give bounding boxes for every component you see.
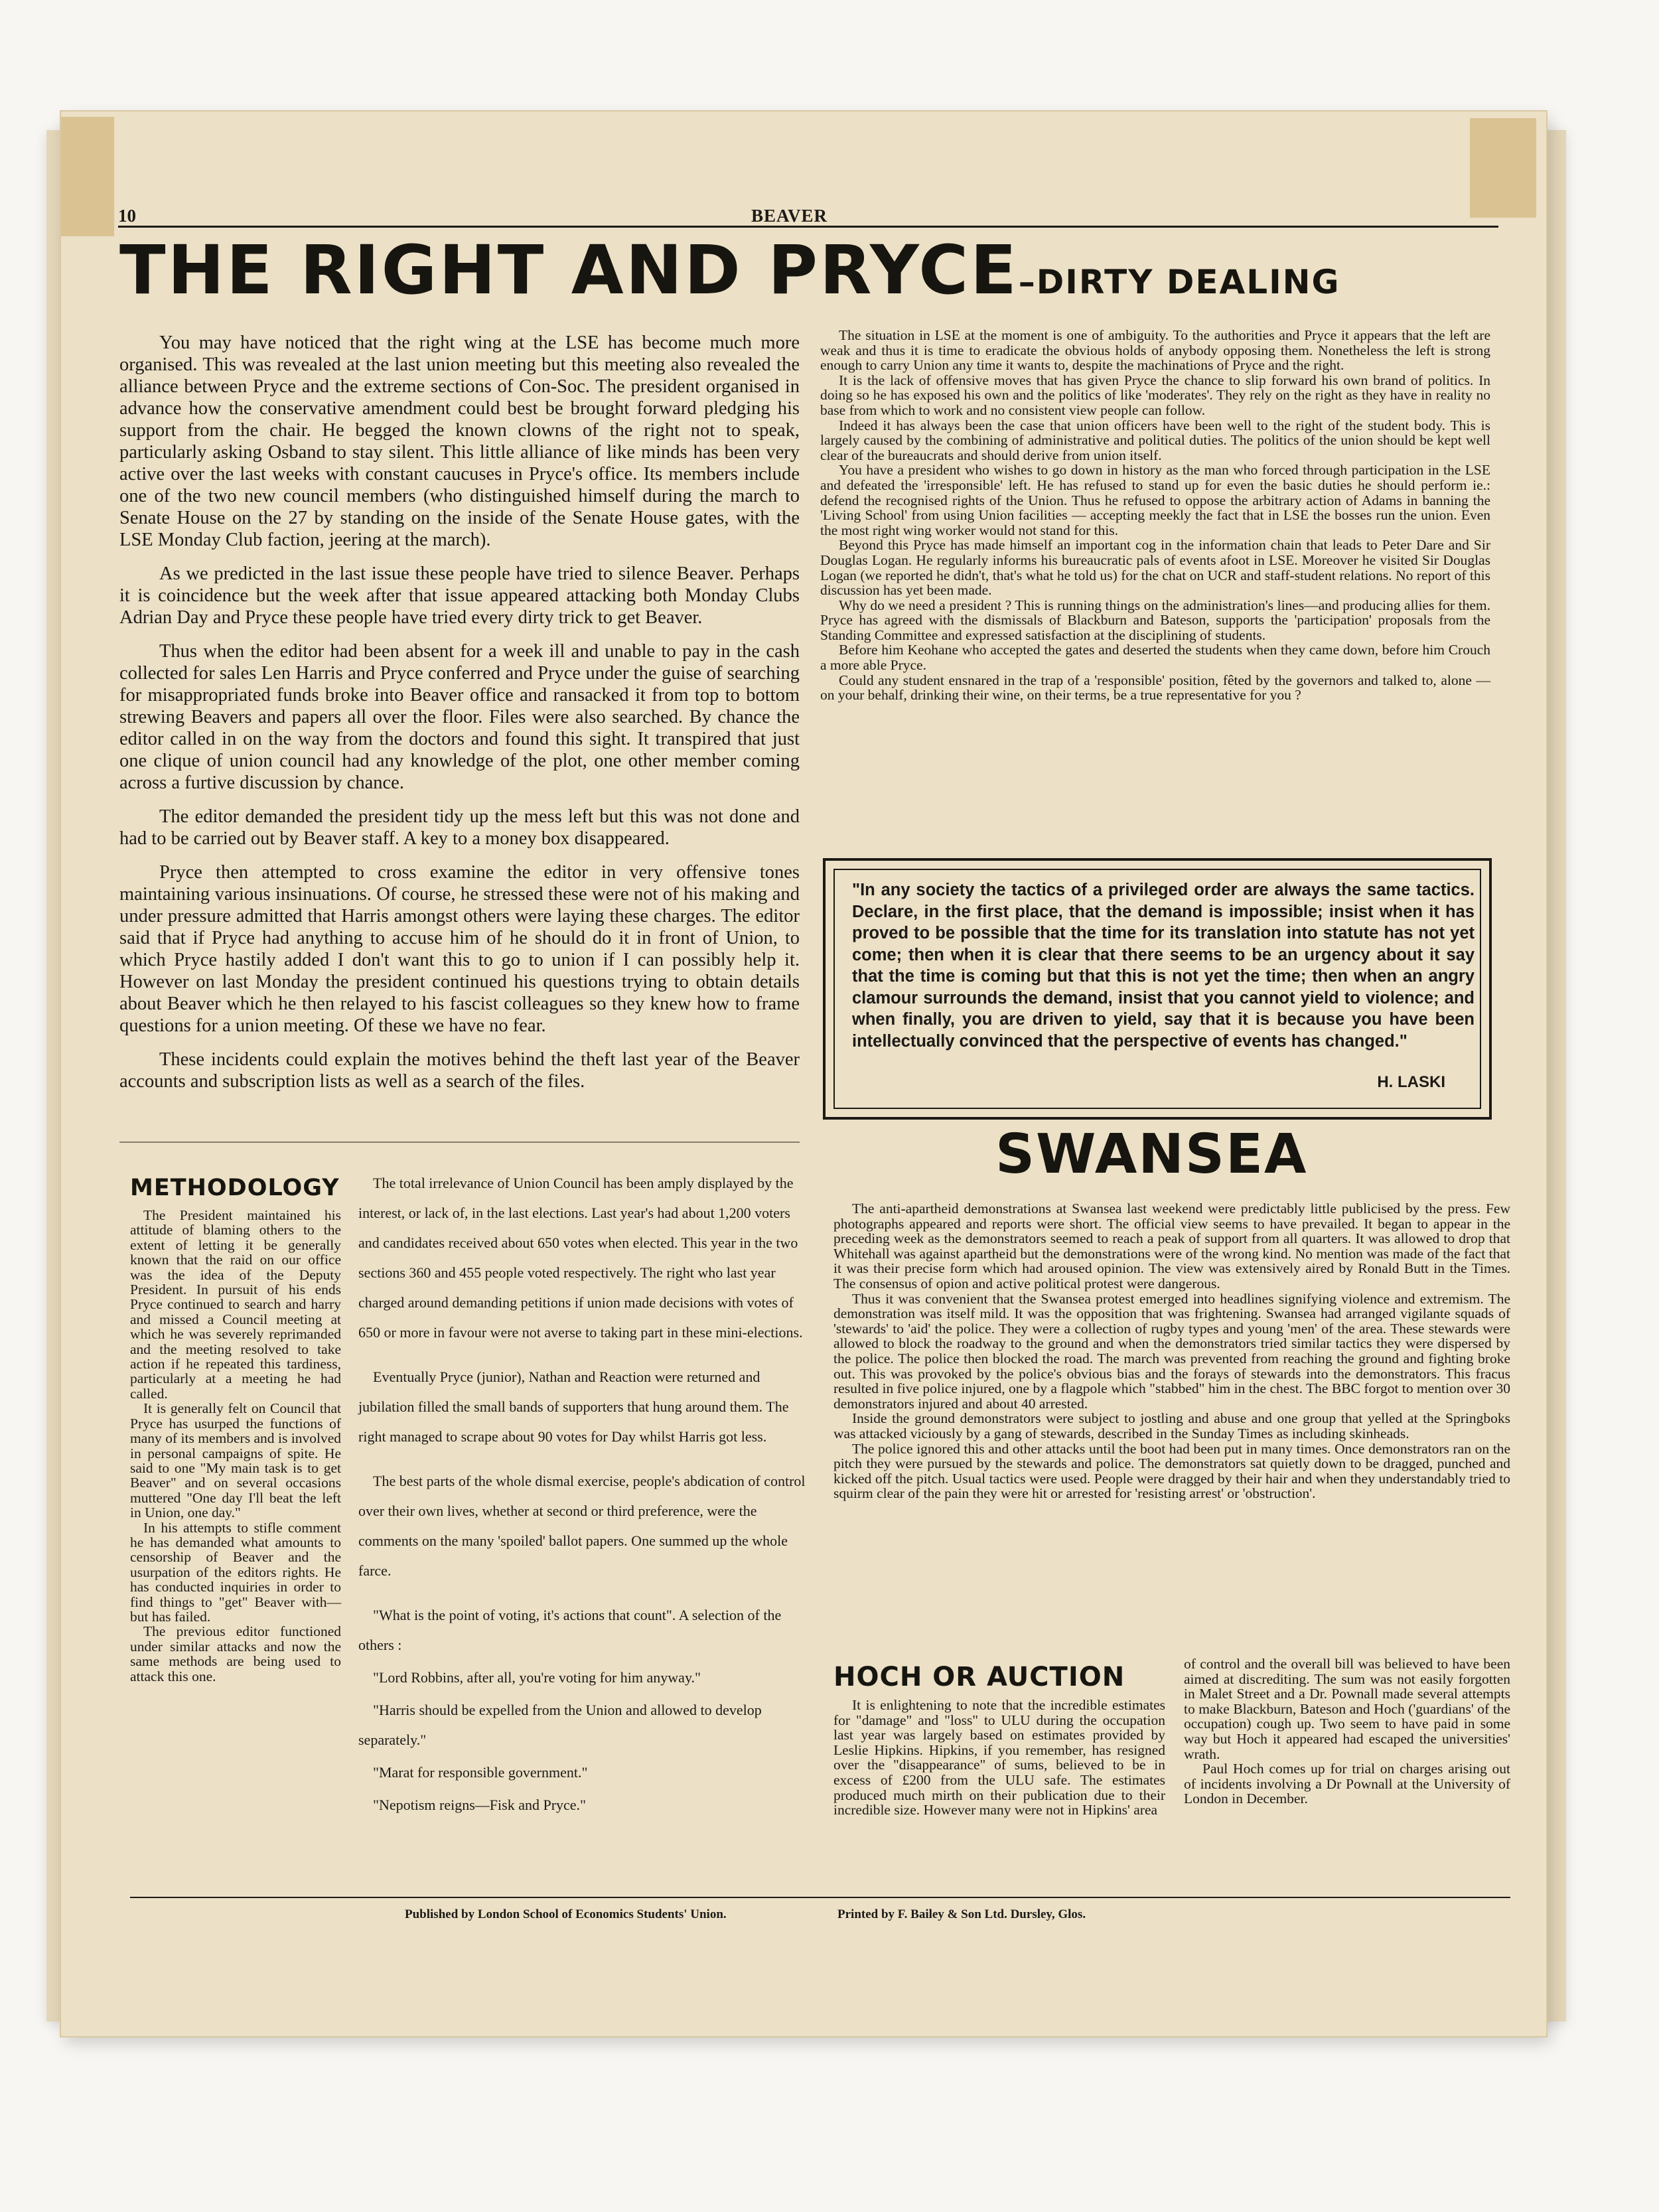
- quote-attribution: H. LASKI: [1377, 1073, 1445, 1091]
- lead-paragraph: These incidents could explain the motives behind the theft last year of the Beaver accounts and subscription lists as well as a search of the files.: [119, 1049, 800, 1092]
- methodology-paragraph: The previous editor functioned under similar attacks and now the same methods are being used to attack this one.: [130, 1623, 341, 1684]
- headline-sub: –DIRTY DEALING: [1018, 263, 1340, 301]
- swansea-paragraph: The police ignored this and other attacks until the boot had been put in many times. Once demonstrators ran on the pitch they were pursued by the stewards and police. The demonstrators sat quietly down to be dragged, punched and kicked off the pitch. Usual tactics were used. People were dragged by their hair and when they understandably tried to squirm clear of the pain they were hit or arrested for 'resisting arrest' or 'obstruction'.: [833, 1440, 1510, 1502]
- methodology-article: [130, 1208, 341, 1684]
- quote-box: [823, 858, 1492, 1120]
- right-paragraph: Why do we need a president ? This is running things on the administration's lines—and producing allies for them. Pryce has agreed with the dismissals of Blackburn and Bateson, supports the 'participation' proposals from the Standing Committee and expressed satisfaction at the disciplining of students.: [820, 597, 1490, 643]
- right-paragraph: You have a president who wishes to go down in history as the man who forced through participation in the LSE and defeated the 'irresponsible' left. He has refused to stand up for even the basic duties he should perform ie.: defend the recognised rights of the Union. Thus he refused to oppose the arbitrary action of Adams in banning the 'Living School' from using Union facilities — accepting meekly the fact that in LSE the bosses run the union. Even the most right wing worker would not stand for this.: [820, 462, 1490, 538]
- elections-paragraph: The total irrelevance of Union Council has been amply displayed by the interest, or lack of, in the last elections. Last year's had about 1,200 voters and candidates received about 650 votes when elected. This year in the two sections 360 and 455 people voted respectively. The right who last year charged around demanding petitions if union made decisions with votes of 650 or more in favour were not averse to taking part in these mini-elections.: [358, 1175, 803, 1341]
- hoch-article-col2: [1184, 1657, 1510, 1806]
- tape-mark-right: [1470, 118, 1536, 218]
- methodology-paragraph: The President maintained his attitude of blaming others to the extent of letting it be generally known that the raid on our office was the idea of the Deputy President. In pursuit of his ends Pryce continued to search and harry and missed a Council meeting at which he was severely reprimanded and the meeting resolved to take action if he repeated this tardiness, particularly at a meeting he had called.: [130, 1207, 341, 1402]
- quote-text: "In any society the tactics of a privileged order are always the same tactics. Declare, in the first place, that the demand is impossible; insist when it has proved to be possible that the time for its translation into statute has not yet come; then when it is clear that there seems to be an urgency about it say that the time is coming but that this is not yet the time; then when an angry clamour surrounds the demand, insist that you cannot yield to violence; and when finally, you are driven to yield, say that it is because you have been intellectually convinced that the perspective of events has changed.": [852, 881, 1475, 1051]
- spoiled-ballot-quote: "Lord Robbins, after all, you're voting for him anyway.": [373, 1669, 701, 1686]
- right-paragraph: Could any student ensnared in the trap of a 'responsible' position, fêted by the governors and talked to, alone — on your behalf, drinking their wine, on their terms, be a true representative for you ?: [820, 672, 1490, 703]
- publication-name: BEAVER: [751, 206, 828, 226]
- right-paragraph: Beyond this Pryce has made himself an important cog in the information chain that leads to Peter Dare and Sir Douglas Logan. He regularly informs his bureaucratic pals of events afoot in LSE. Moreover he visited Sir Douglas Logan (we reported he didn't, that's what he told us) for the chat on UCR and staff-student relations. No report of this discussion has yet been made.: [820, 537, 1490, 599]
- publisher-line: Published by London School of Economics Students' Union.: [405, 1907, 727, 1921]
- lead-paragraph: The editor demanded the president tidy up the mess left but this was not done and had to be carried out by Beaver staff. A key to a money box disappeared.: [119, 806, 800, 849]
- lead-article: [119, 332, 800, 1104]
- swansea-article: [833, 1201, 1510, 1501]
- right-paragraph: The situation in LSE at the moment is one of ambiguity. To the authorities and Pryce it appears that the left are weak and thus it is time to eradicate the obvious holds of anybody opposing them. Nonetheless the left is strong enough to carry Union any time it wants to, despite the machinations of Pryce and the right.: [820, 327, 1490, 374]
- hoch-paragraph: Paul Hoch comes up for trial on charges arising out of incidents involving a Dr Pownall at the University of London in December.: [1184, 1761, 1510, 1807]
- elections-paragraph: "What is the point of voting, it's actions that count". A selection of the others :: [358, 1607, 782, 1653]
- printer-line: Printed by F. Bailey & Son Ltd. Dursley, Glos.: [837, 1907, 1086, 1921]
- headline-main: THE RIGHT AND PRYCE: [119, 231, 1019, 310]
- hoch-paragraph: It is enlightening to note that the incredible estimates for "damage" and "loss" to ULU during the occupation last year was largely based on estimates provided by Leslie Hipkins. Hipkins, if you remember, has resigned over the "disappearance" of sums, believed to be in excess of £200 from the ULU safe. The estimates produced much mirth on their publication due to their incredible size. However many were not in Hipkins' area: [833, 1697, 1165, 1818]
- swansea-paragraph: Inside the ground demonstrators were subject to jostling and abuse and one group that yelled at the Springboks was attacked viciously by a gang of stewards, described in the Sunday Times as including skinheads.: [833, 1410, 1510, 1441]
- right-paragraph: It is the lack of offensive moves that has given Pryce the chance to slip forward his own brand of politics. In doing so he has exposed his own and the politics of like 'moderates'. They rely on the right as they have in reality no base from which to work and no consistent view people can follow.: [820, 372, 1490, 418]
- swansea-paragraph: The anti-apartheid demonstrations at Swansea last weekend were predictably little publicised by the press. Few photographs appeared and reports were short. The official view seems to have prevailed. It began to appear in the preceding week as the demonstrators seemed to reach a peak of support from all quarters. It was allowed to drop that Whitehall was against apartheid but the demonstrations were of the wrong kind. No mention was made of the fact that it was their precise form which had aroused opinion. The view was extensively aired by Ronald Butt in the Times. The consensus of opion and active political protest were dangerous.: [833, 1201, 1510, 1291]
- hoch-paragraph: of control and the overall bill was believed to have been aimed at discrediting. The sum was not easily forgotten in Malet Street and a Dr. Pownall made several attempts to make Blackburn, Bateson and Hoch ('guardians' of the occupation) cough up. Two seem to have paid in some way but Hoch it appeared had escaped the universities' wrath.: [1184, 1656, 1510, 1762]
- spoiled-ballot-quote: "Harris should be expelled from the Union and allowed to develop separately.": [358, 1702, 762, 1748]
- elections-article: [358, 1168, 810, 1822]
- page-number: 10: [118, 206, 136, 226]
- right-paragraph: Indeed it has always been the case that union officers have been well to the right of the student body. This is largely caused by the combining of administrative and political duties. The politics of the union should be kept well clear of the bureaucrats and should derive from union itself.: [820, 417, 1490, 463]
- tape-mark-left: [61, 117, 114, 236]
- spoiled-ballot-quote: "Marat for responsible government.": [373, 1764, 588, 1781]
- right-paragraph: Before him Keohane who accepted the gates and deserted the students when they came down, before him Crouch a more able Pryce.: [820, 642, 1490, 674]
- hoch-article-col1: [833, 1698, 1165, 1818]
- section-divider: [119, 1142, 800, 1143]
- methodology-paragraph: It is generally felt on Council that Pryce has usurped the functions of many of its members and is involved in personal campaigns of spite. He said to one "My main task is to get Beaver" and on several occasions muttered "One day I'll beat the left in Union, one day.": [130, 1400, 341, 1521]
- spoiled-ballot-quote: "Nepotism reigns—Fisk and Pryce.": [373, 1797, 587, 1813]
- elections-paragraph: The best parts of the whole dismal exercise, people's abdication of control over their own lives, whether at second or third preference, were the comments on the many 'spoiled' ballot papers. One summed up the whole farce.: [358, 1473, 806, 1579]
- lead-paragraph: As we predicted in the last issue these people have tried to silence Beaver. Perhaps it is coincidence but the week after that issue appeared attacking both Monday Clubs Adrian Day and Pryce these people have tried every dirty trick to get Beaver.: [119, 563, 800, 628]
- elections-paragraph: Eventually Pryce (junior), Nathan and Reaction were returned and jubilation filled the small bands of supporters that hung around them. The right managed to scrape about 90 votes for Day whilst Harris got less.: [358, 1368, 789, 1445]
- lead-paragraph: You may have noticed that the right wing at the LSE has become much more organised. This was revealed at the last union meeting but this meeting also revealed the alliance between Pryce and the extreme sections of Con-Soc. The president organised in advance how the conservative amendment could best be brought forward pledging his support from the chair. He begged the known clowns of the right not to speak, particularly asking Osband to stay silent. This little alliance of like minds has been very active over the last weeks with constant caucuses in Pryce's office. Its members include one of the two new council members (who distinguished himself during the march to Senate House on the 27 by standing on the inside of the Senate House gates, with the LSE Monday Club faction, jeering at the march).: [119, 332, 800, 550]
- right-column-article: [820, 328, 1490, 703]
- hoch-heading: HOCH OR AUCTION: [833, 1662, 1125, 1692]
- quote-inner-border: [833, 869, 1481, 1109]
- methodology-paragraph: In his attempts to stifle comment he has demanded what amounts to censorship of Beaver and the usurpation of the editors rights. He has conducted inquiries in order to find things to "get" Beaver with—but has failed.: [130, 1519, 341, 1625]
- lead-paragraph: Pryce then attempted to cross examine the editor in very offensive tones maintaining various insinuations. Of course, he stressed these were not of his making and under pressure admitted that Harris amongst others were laying these charges. The editor said that if Pryce had anything to accuse him of he should do it in front of Union, to which Pryce hastily added I don't want this to go to union if I can possibly help it. However on last Monday the president continued his questions trying to obtain details about Beaver which he then relayed to his fascist colleagues so they knew how to frame questions for a union meeting. Of these we have no fear.: [119, 862, 800, 1036]
- header-rule: [118, 226, 1498, 228]
- methodology-heading: METHODOLOGY: [130, 1175, 340, 1201]
- swansea-heading: SWANSEA: [995, 1123, 1308, 1186]
- page-headline: [119, 231, 1340, 310]
- footer-rule: [130, 1897, 1510, 1898]
- swansea-paragraph: Thus it was convenient that the Swansea protest emerged into headlines signifying violence and extremism. The demonstration was itself mild. It was the opposition that was frightening. Swansea had arranged vigilante squads of 'stewards' to 'aid' the police. They were a collection of rugby types and young 'men' of the area. These stewards were allowed to block the roadway to the ground and when the demonstrators tried similar tactics they were dispersed by the police. The police then blocked the road. The march was prevented from reaching the ground and fighting broke out. This was provoked by the police's obvious bias and the forays of stewards into the demonstrators. This fracus resulted in five police injured, one by a flagpole which "stabbed" him in the chest. The BBC forgot to mention over 30 demonstrators injured and about 40 arrested.: [833, 1290, 1510, 1412]
- lead-paragraph: Thus when the editor had been absent for a week ill and unable to pay in the cash collected for sales Len Harris and Pryce conferred and Pryce under the guise of searching for misappropriated funds broke into Beaver office and ransacked it from top to bottom strewing Beavers and papers all over the floor. Files were also searched. By chance the editor called in on the way from the doctors and found this sight. It transpired that just one clique of union council had any knowledge of the plot, one other member coming across a furtive discussion by chance.: [119, 641, 800, 793]
